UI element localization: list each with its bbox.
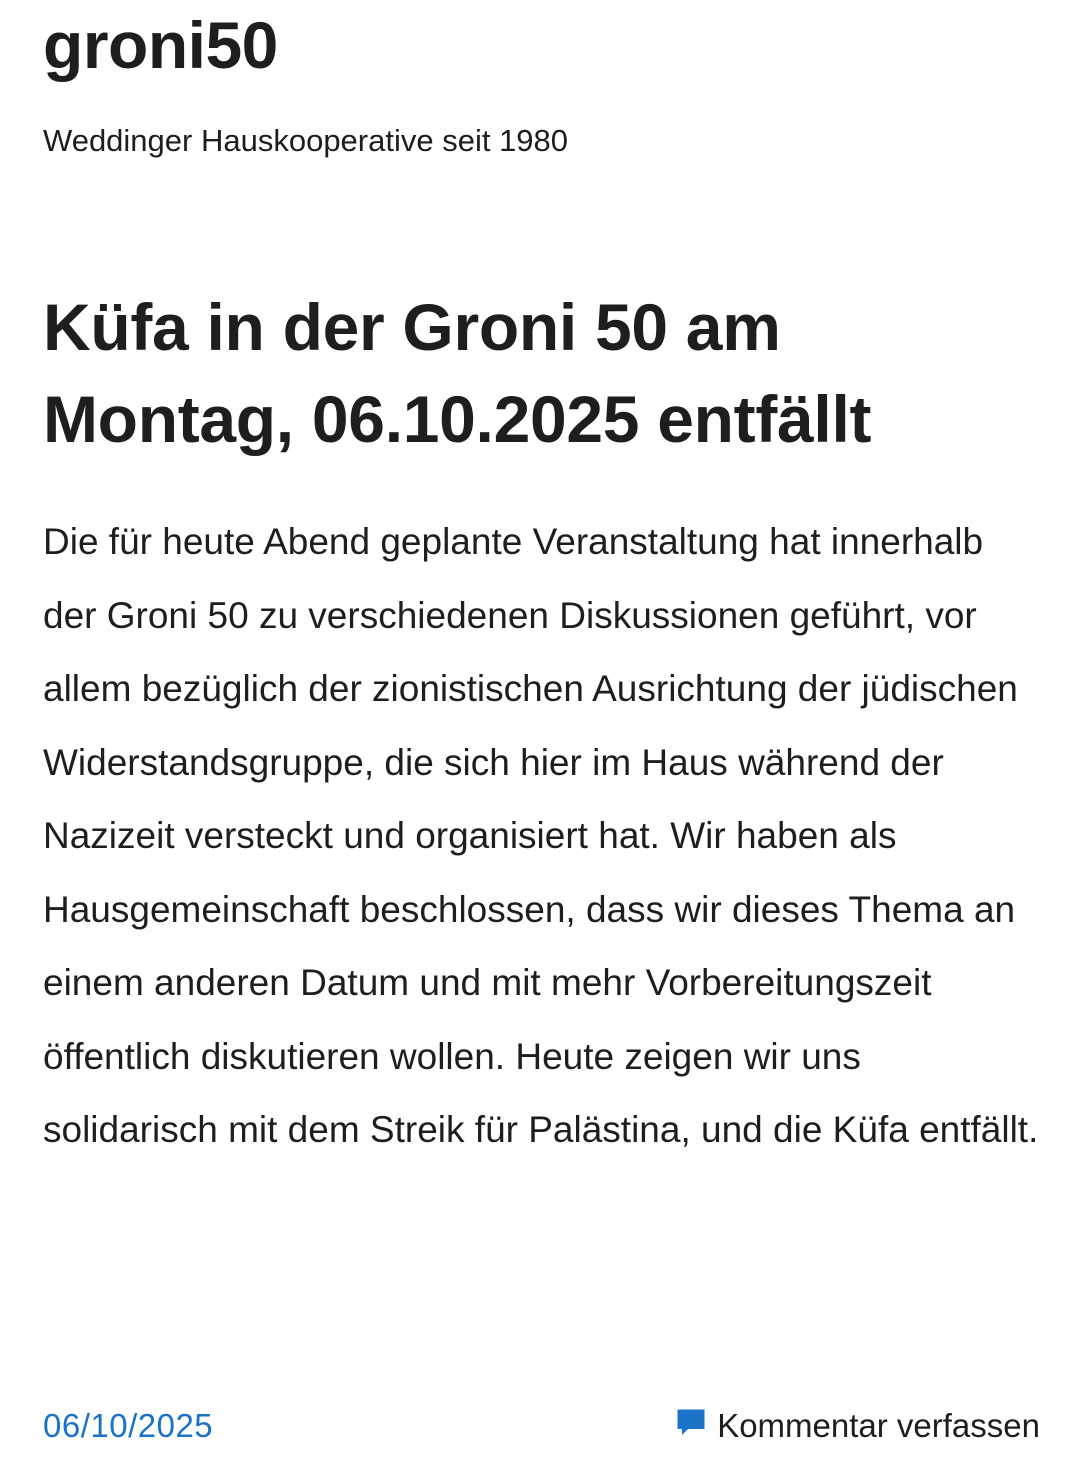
- site-description: Weddinger Hauskooperative seit 1980: [43, 123, 569, 158]
- post-date-link[interactable]: 06/10/2025: [43, 1407, 214, 1444]
- post-body-text: Die für heute Abend geplante Veranstaltung hat innerhalb der Groni 50 zu verschiedenen Diskussionen geführt, vor allem bezüglich der zionistischen Ausrichtung der jüdischen Widerstandsgruppe, die sich hier im Haus während der Nazizeit versteckt und organisiert hat. Wir haben als Hausgemeinschaft beschlossen, dass wir dieses Thema an einem anderen Datum und mit mehr Vorbereitungszeit öffentlich diskutieren wollen. Heute zeigen wir uns solidarisch mit dem Streik für Palästina, und die Küfa entfällt.: [43, 521, 1039, 1150]
- comment-link-label: Kommentar verfassen: [717, 1407, 1040, 1444]
- post-title[interactable]: Küfa in der Groni 50 am Montag, 06.10.2025 entfällt: [43, 290, 872, 456]
- post-content: [43, 505, 1043, 1167]
- site-title[interactable]: groni50: [43, 8, 278, 82]
- speech-bubble-icon: [673, 1405, 709, 1441]
- comment-link[interactable]: [673, 1407, 1040, 1445]
- post-footer: [43, 1400, 1040, 1452]
